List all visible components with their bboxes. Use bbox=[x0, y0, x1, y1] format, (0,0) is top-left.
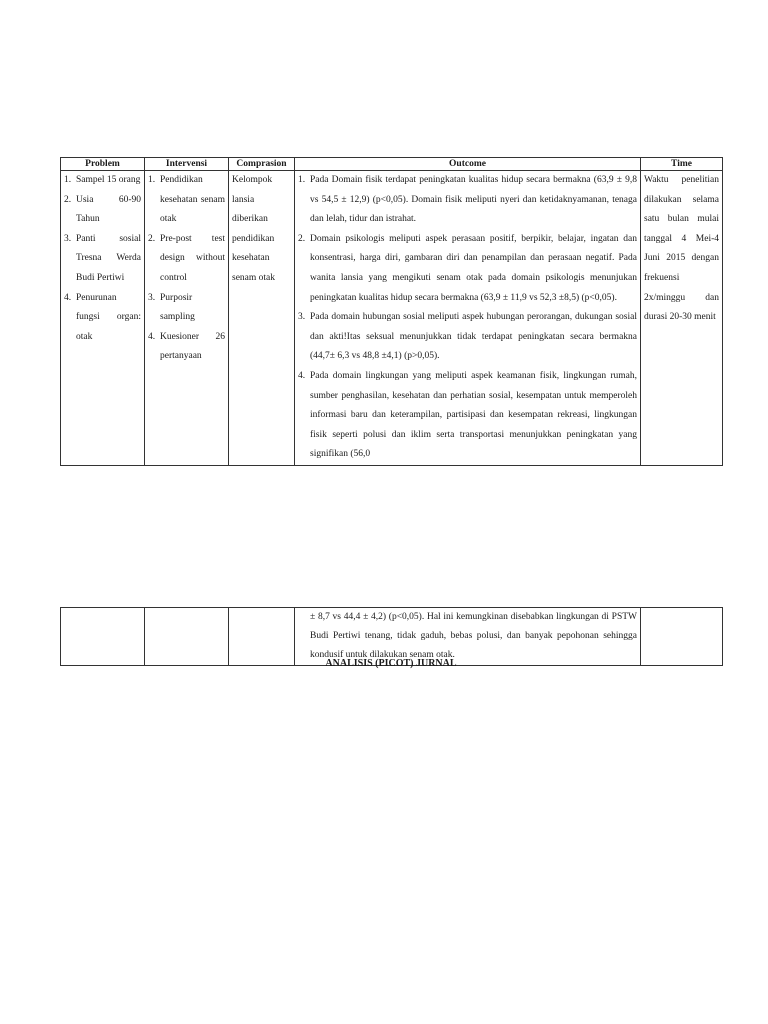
comparison-cell bbox=[229, 608, 295, 666]
list-item: 3. Panti sosial Tresna Werda Budi Pertiwi bbox=[64, 233, 141, 283]
problem-cell bbox=[61, 171, 145, 466]
list-item: 3. Pada domain hubungan sosial meliputi aspek hubungan perorangan, dukungan sosial dan akti!Itas seksual menunjukkan tidak terdapat peningkatan secara bermakna (44,7± 6,3 vs 48,8 ±4,1) (p>0,05). bbox=[298, 312, 637, 362]
list-item: 4. Penurunan fungsi organ: otak bbox=[64, 292, 141, 342]
table-row bbox=[61, 171, 723, 466]
intervensi-cell bbox=[145, 171, 229, 466]
list-item: 2. Usia 60-90 Tahun bbox=[64, 194, 141, 225]
page-title: ANALISIS (PICOT) JURNAL bbox=[325, 658, 457, 669]
header-problem: Problem bbox=[61, 158, 145, 171]
list-item: 4. Pada domain lingkungan yang meliputi aspek keamanan fisik, lingkungan rumah, sumber penghasilan, kesehatan dan perhatian sosial, kesempatan untuk memperoleh informasi baru dan keterampilan, partisipasi dan kesempatan rekreasi, lingkungan fisik seperti polusi dan iklim serta transportasi menunjukkan peningkatan yang signifikan (56,0 bbox=[298, 370, 637, 460]
time-cell bbox=[641, 608, 723, 666]
comparison-cell bbox=[229, 171, 295, 466]
time-cell bbox=[641, 171, 723, 466]
outcome-cell bbox=[295, 608, 641, 666]
picot-table bbox=[60, 157, 723, 466]
list-item: 4. Kuesioner 26 pertanyaan bbox=[148, 331, 225, 362]
list-item: 1. Pendidikan kesehatan senam otak bbox=[148, 175, 225, 225]
list-item: 2. Domain psikologis meliputi aspek perasaan positif, berpikir, belajar, ingatan dan konsentrasi, harga diri, gambaran diri dan penampilan dan perasaan negatif. Pada wanita lansia yang mengikuti senam otak pada domain psikologis menunjukan peningkatan kualitas hidup secara bermakna (63,9 ± 11,9 vs 52,3 ±8,5) (p<0,05). bbox=[298, 233, 637, 303]
time-text: Waktu penelitian dilakukan selama satu bulan mulai tanggal 4 Mei-4 Juni 2015 dengan frekuensi 2x/minggu dan durasi 20-30 menit bbox=[644, 175, 719, 323]
header-intervensi: Intervensi bbox=[145, 158, 229, 171]
comparison-text: Kelompok lansia diberikan pendidikan kesehatan senam otak bbox=[232, 175, 276, 283]
header-outcome: Outcome bbox=[295, 158, 641, 171]
table-row bbox=[61, 608, 723, 666]
list-item: 1. Sampel 15 orang bbox=[64, 175, 141, 185]
list-item: 3. Purposir sampling bbox=[148, 292, 195, 323]
problem-cell bbox=[61, 608, 145, 666]
header-time: Time bbox=[641, 158, 723, 171]
header-row bbox=[61, 158, 723, 171]
outcome-cell bbox=[295, 171, 641, 466]
list-item: 2. Pre-post test design without control bbox=[148, 233, 225, 283]
intervensi-cell bbox=[145, 608, 229, 666]
list-item: 1. Pada Domain fisik terdapat peningkatan kualitas hidup secara bermakna (63,9 ± 9,8 vs 54,5 ± 12,9) (p<0,05). Domain fisik meliputi nyeri dan ketidaknyamanan, tenaga dan lelah, tidur dan istrahat. bbox=[298, 175, 637, 225]
header-comparison: Comprasion bbox=[229, 158, 295, 171]
outcome-continuation-text: ± 8,7 vs 44,4 ± 4,2) (p<0,05). Hal ini kemungkinan disebabkan lingkungan di PSTW Budi Pertiwi tenang, tidak gaduh, bebas polusi, dan banyak pepohonan sehingga kondusif untuk dilakukan senam otak. bbox=[310, 612, 637, 660]
